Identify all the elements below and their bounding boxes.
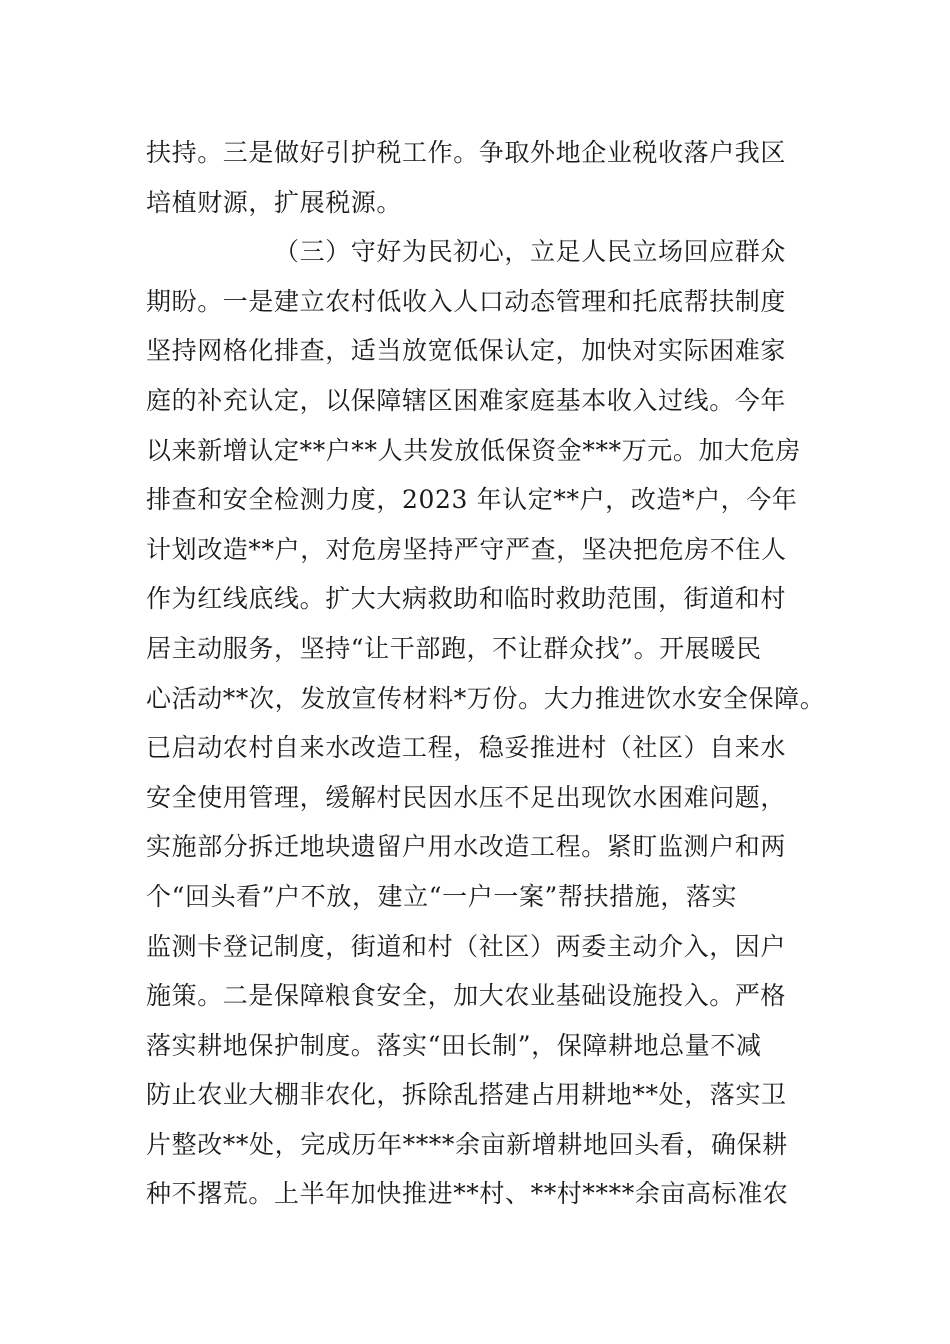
text-line: 以来新增认定**户**人共发放低保资金***万元。加大危房 (146, 435, 801, 465)
text-line: 监测卡登记制度，街道和村（社区）两委主动介入，因户 (146, 931, 787, 961)
text-line: 培植财源，扩展税源。 (146, 187, 403, 217)
text-line: 排查和安全检测力度，2023 年认定**户，改造*户，今年 (146, 485, 798, 515)
text-line: 安全使用管理，缓解村民因水压不足出现饮水困难问题， (146, 782, 787, 812)
text-line: 实施部分拆迁地块遗留户用水改造工程。紧盯监测户和两 (146, 832, 787, 862)
text-line: 种不撂荒。上半年加快推进**村、**村****余亩高标准农 (146, 1179, 789, 1209)
text-line: 片整改**处，完成历年****余亩新增耕地回头看，确保耕 (146, 1129, 788, 1159)
body-text (146, 128, 826, 1219)
text-line: 施策。二是保障粮食安全，加大农业基础设施投入。严格 (146, 981, 787, 1011)
text-line: 居主动服务，坚持“让干部跑，不让群众找”。开展暖民 (146, 633, 762, 663)
text-line: 计划改造**户，对危房坚持严守严查，坚决把危房不住人 (146, 534, 787, 564)
text-line: 已启动农村自来水改造工程，稳妥推进村（社区）自来水 (146, 733, 787, 763)
text-line: 期盼。一是建立农村低收入人口动态管理和托底帮扶制度 (146, 286, 787, 316)
text-line: 心活动**次，发放宣传材料*万份。大力推进饮水安全保障。 (146, 683, 826, 713)
section-heading-line: （三）守好为民初心，立足人民立场回应群众 (274, 237, 787, 267)
text-line: 庭的补充认定，以保障辖区困难家庭基本收入过线。今年 (146, 385, 787, 415)
text-line: 扶持。三是做好引护税工作。争取外地企业税收落户我区 (146, 138, 787, 167)
text-line: 防止农业大棚非农化，拆除乱搭建占用耕地**处，落实卫 (146, 1080, 787, 1110)
text-line: 个“回头看”户不放，建立“一户一案”帮扶措施，落实 (146, 881, 738, 911)
text-line: 作为红线底线。扩大大病救助和临时救助范围，街道和村 (146, 584, 787, 614)
text-line: 落实耕地保护制度。落实“田长制”，保障耕地总量不减 (146, 1030, 762, 1060)
text-line: 坚持网格化排查，适当放宽低保认定，加快对实际困难家 (146, 336, 787, 366)
